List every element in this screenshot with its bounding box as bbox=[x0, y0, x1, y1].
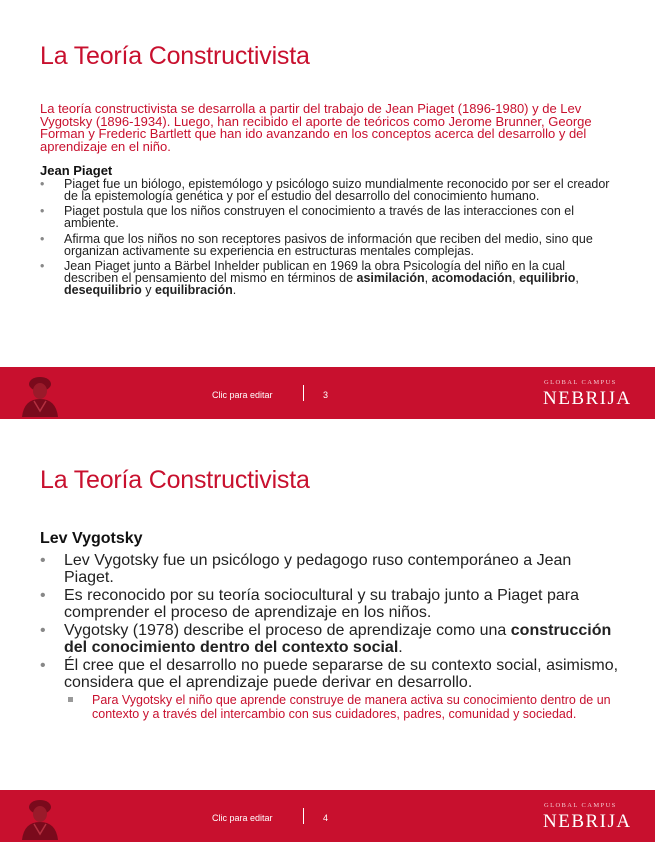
footer-divider bbox=[303, 808, 304, 824]
slide-footer bbox=[0, 790, 655, 842]
portrait-icon bbox=[16, 371, 64, 417]
edit-placeholder-text: Clic para editar bbox=[212, 813, 273, 823]
list-item: • Lev Vygotsky fue un psicólogo y pedagogo ruso contemporáneo a Jean Piaget. bbox=[40, 552, 572, 586]
portrait-icon bbox=[16, 794, 64, 840]
slide-footer bbox=[0, 367, 655, 419]
footer-divider bbox=[303, 385, 304, 401]
bullet-list bbox=[40, 552, 625, 722]
bullet-list bbox=[40, 179, 620, 300]
sub-bullet-list bbox=[64, 693, 625, 721]
nebrija-logo: NEBRIJA bbox=[543, 388, 632, 409]
list-item: • Vygotsky (1978) describe el proceso de aprendizaje como una construcción del conocimiento dentro del contexto social. bbox=[40, 622, 612, 656]
section-heading: Jean Piaget bbox=[40, 163, 113, 178]
slide-title: La Teoría Constructivista bbox=[40, 42, 310, 70]
page-number: 3 bbox=[323, 390, 329, 400]
edit-placeholder-text: Clic para editar bbox=[212, 390, 273, 400]
list-item: • Piaget postula que los niños construyen el conocimiento a través de las interacciones con el ambiente. bbox=[40, 204, 575, 231]
list-item: • Piaget fue un biólogo, epistemólogo y psicólogo suizo mundialmente reconocido por ser el creador de la epistemología genética y por el estudio del desarrollo del conocimiento humano. bbox=[40, 177, 610, 203]
nebrija-logo: NEBRIJA bbox=[543, 811, 632, 832]
list-item: • Él cree que el desarrollo no puede separarse de su contexto social, asimismo, considera que el aprendizaje puede derivar en desarrollo. Para Vygotsky el niño que aprende construye de manera activa su conocimiento dentro de un contexto y a través del intercambio con sus cuidadores, padres, comunidad y sociedad. bbox=[40, 657, 625, 721]
section-heading: Lev Vygotsky bbox=[40, 530, 143, 547]
global-campus-label: GLOBAL CAMPUS bbox=[544, 379, 617, 386]
sub-list-item: Para Vygotsky el niño que aprende construye de manera activa su conocimiento dentro de un contexto y a través del intercambio con sus cuidadores, padres, comunidad y sociedad. bbox=[64, 693, 625, 721]
slide-title: La Teoría Constructivista bbox=[40, 466, 310, 494]
intro-paragraph: La teoría constructivista se desarrolla a partir del trabajo de Jean Piaget (1896-1980) y de Lev Vygotsky (1896-1934). Luego, han recibido el aporte de teóricos como Jerome Brunner, George Forman y Frederic Bartlett que han ido avanzando en los conceptos acerca del desarrollo y del aprendizaje en el niño. bbox=[40, 101, 592, 154]
page-number: 4 bbox=[323, 813, 329, 823]
list-item: • Afirma que los niños no son receptores pasivos de información que reciben del medio, sino que organizan activamente su experiencia en estructuras mentales complejas. bbox=[40, 231, 593, 258]
list-item: • Es reconocido por su teoría sociocultural y su trabajo junto a Piaget para comprender el proceso de aprendizaje en los niños. bbox=[40, 587, 579, 621]
global-campus-label: GLOBAL CAMPUS bbox=[544, 802, 617, 809]
list-item: • Jean Piaget junto a Bärbel Inhelder publican en 1969 la obra Psicología del niño en la cual describen el pensamiento del mismo en términos de asimilación, acomodación, equilibrio, desequilibrio y equilibración. bbox=[40, 259, 579, 297]
slide-4 bbox=[0, 424, 655, 848]
